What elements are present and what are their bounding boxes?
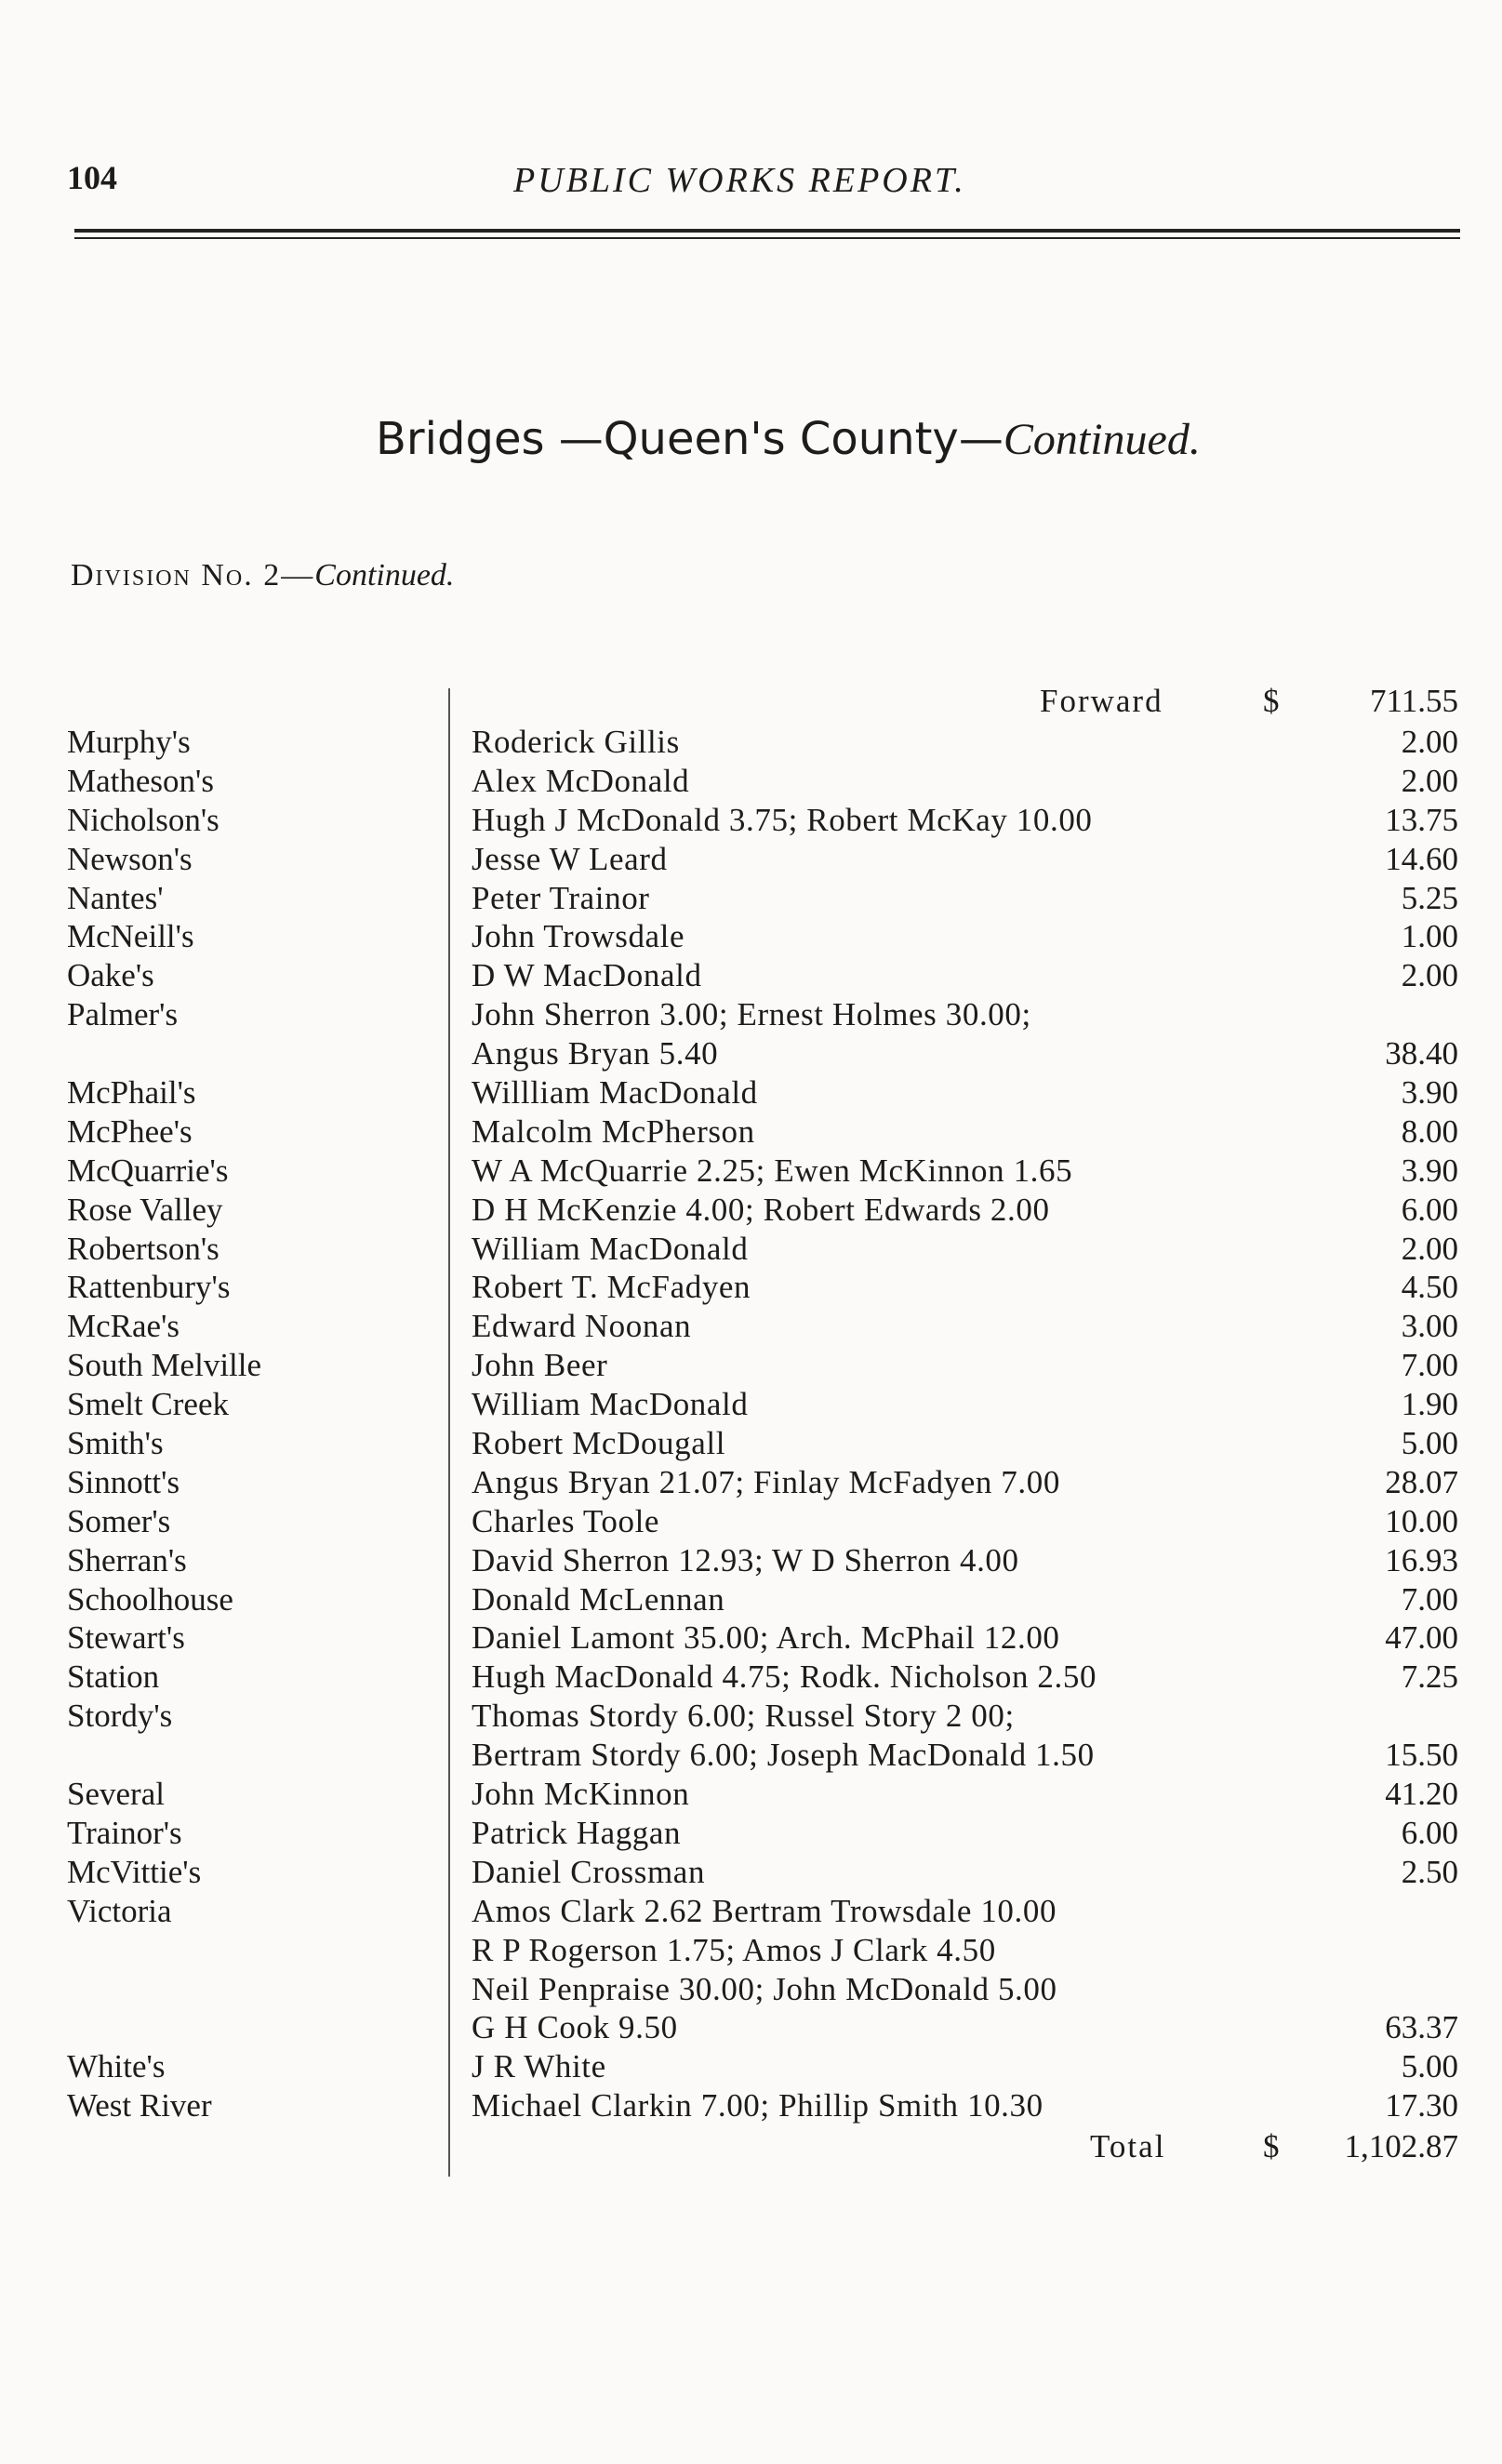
amount-cell: 7.00 bbox=[1401, 1347, 1458, 1384]
table-row bbox=[0, 1697, 1502, 1736]
location-cell: Schoolhouse bbox=[67, 1580, 233, 1618]
location-cell: Newson's bbox=[67, 840, 193, 877]
names-cell: Jesse W Leard bbox=[472, 840, 668, 877]
table-row bbox=[0, 1541, 1502, 1580]
names-cell: John Trowsdale bbox=[472, 918, 685, 955]
names-cell: Roderick Gillis bbox=[472, 724, 680, 760]
ledger-rows bbox=[0, 723, 1502, 2125]
division-label: Division No. bbox=[71, 558, 254, 593]
section-title-continued: Continued. bbox=[1003, 415, 1201, 464]
location-cell: Somer's bbox=[67, 1502, 171, 1539]
amount-cell: 8.00 bbox=[1401, 1112, 1458, 1150]
names-cell: William MacDonald bbox=[472, 1230, 749, 1267]
table-row bbox=[0, 1658, 1502, 1697]
names-cell: Malcolm McPherson bbox=[472, 1112, 755, 1150]
amount-cell: 2.00 bbox=[1401, 957, 1458, 994]
location-cell: Rattenbury's bbox=[67, 1269, 231, 1306]
names-cell: John Beer bbox=[472, 1347, 608, 1384]
location-cell: McQuarrie's bbox=[67, 1152, 229, 1189]
names-cell: Donald McLennan bbox=[472, 1580, 725, 1618]
amount-cell: 16.93 bbox=[1385, 1541, 1458, 1578]
names-cell: Daniel Crossman bbox=[472, 1853, 706, 1890]
table-row bbox=[0, 956, 1502, 995]
running-head: PUBLIC WORKS REPORT. bbox=[513, 161, 966, 200]
table-row bbox=[0, 1775, 1502, 1814]
total-label: Total bbox=[1090, 2128, 1166, 2164]
location-cell: Victoria bbox=[67, 1892, 172, 1929]
amount-cell: 5.25 bbox=[1401, 879, 1458, 916]
names-cell: John McKinnon bbox=[472, 1776, 690, 1813]
location-cell: Nantes' bbox=[67, 879, 164, 916]
location-cell: Matheson's bbox=[67, 762, 214, 799]
amount-cell: 63.37 bbox=[1385, 2009, 1458, 2046]
amount-cell: 1.00 bbox=[1401, 918, 1458, 955]
division-continued: Continued. bbox=[314, 558, 455, 593]
table-row bbox=[0, 1618, 1502, 1658]
table-row bbox=[0, 2086, 1502, 2125]
amount-cell: 5.00 bbox=[1401, 2048, 1458, 2085]
header-rule bbox=[74, 229, 1460, 233]
amount-cell: 6.00 bbox=[1401, 1814, 1458, 1851]
amount-cell: 2.00 bbox=[1401, 1230, 1458, 1267]
table-row bbox=[0, 995, 1502, 1034]
location-cell: Oake's bbox=[67, 957, 154, 994]
amount-cell: 41.20 bbox=[1385, 1776, 1458, 1813]
amount-cell: 28.07 bbox=[1385, 1463, 1458, 1500]
names-cell: Daniel Lamont 35.00; Arch. McPhail 12.00 bbox=[472, 1619, 1060, 1657]
amount-cell: 3.90 bbox=[1401, 1152, 1458, 1189]
location-cell: Sinnott's bbox=[67, 1463, 180, 1500]
amount-cell: 3.90 bbox=[1401, 1074, 1458, 1112]
amount-cell: 38.40 bbox=[1385, 1035, 1458, 1072]
table-row bbox=[0, 1346, 1502, 1385]
amount-cell: 7.00 bbox=[1401, 1580, 1458, 1618]
table-row bbox=[0, 1112, 1502, 1152]
location-cell: McPhail's bbox=[67, 1074, 196, 1112]
table-row bbox=[0, 1424, 1502, 1463]
names-cell: Hugh J McDonald 3.75; Robert McKay 10.00 bbox=[472, 801, 1093, 838]
names-cell: Bertram Stordy 6.00; Joseph MacDonald 1.50 bbox=[472, 1737, 1095, 1774]
location-cell: McPhee's bbox=[67, 1112, 193, 1150]
table-row bbox=[0, 1814, 1502, 1853]
amount-cell: 15.50 bbox=[1385, 1737, 1458, 1774]
table-row bbox=[0, 1073, 1502, 1112]
names-cell: Robert McDougall bbox=[472, 1425, 726, 1462]
location-cell: McNeill's bbox=[67, 918, 194, 955]
location-cell: Trainor's bbox=[67, 1814, 182, 1851]
forward-amount: 711.55 bbox=[1370, 683, 1458, 719]
division-heading bbox=[71, 558, 454, 593]
amount-cell: 4.50 bbox=[1401, 1269, 1458, 1306]
table-row bbox=[0, 840, 1502, 879]
table-row bbox=[0, 879, 1502, 918]
amount-cell: 7.25 bbox=[1401, 1658, 1458, 1696]
names-cell: D W MacDonald bbox=[472, 957, 702, 994]
table-row bbox=[0, 1191, 1502, 1230]
page-number: 104 bbox=[67, 159, 117, 196]
total-currency: $ bbox=[1263, 2128, 1280, 2164]
location-cell: West River bbox=[67, 2087, 212, 2124]
names-cell: Alex McDonald bbox=[472, 762, 690, 799]
location-cell: McRae's bbox=[67, 1308, 179, 1345]
forward-label: Forward bbox=[1040, 683, 1163, 719]
amount-cell: 2.00 bbox=[1401, 724, 1458, 760]
location-cell: Several bbox=[67, 1776, 165, 1813]
names-cell: Angus Bryan 21.07; Finlay McFadyen 7.00 bbox=[472, 1463, 1060, 1500]
location-cell: Smith's bbox=[67, 1425, 164, 1462]
table-row bbox=[0, 917, 1502, 956]
location-cell: McVittie's bbox=[67, 1853, 202, 1890]
location-cell: Sherran's bbox=[67, 1541, 187, 1578]
amount-cell: 10.00 bbox=[1385, 1502, 1458, 1539]
names-cell: Charles Toole bbox=[472, 1502, 660, 1539]
names-cell: W A McQuarrie 2.25; Ewen McKinnon 1.65 bbox=[472, 1152, 1073, 1189]
names-cell: William MacDonald bbox=[472, 1386, 749, 1423]
table-row bbox=[0, 1268, 1502, 1307]
header-rule-thin bbox=[74, 237, 1460, 239]
table-row bbox=[0, 1463, 1502, 1502]
table-row bbox=[0, 1152, 1502, 1191]
location-cell: Murphy's bbox=[67, 724, 191, 760]
names-cell: Michael Clarkin 7.00; Phillip Smith 10.30 bbox=[472, 2087, 1043, 2124]
amount-cell: 47.00 bbox=[1385, 1619, 1458, 1657]
amount-cell: 6.00 bbox=[1401, 1191, 1458, 1228]
names-cell: Neil Penpraise 30.00; John McDonald 5.00 bbox=[472, 1970, 1057, 2007]
names-cell: D H McKenzie 4.00; Robert Edwards 2.00 bbox=[472, 1191, 1050, 1228]
amount-cell: 1.90 bbox=[1401, 1386, 1458, 1423]
location-cell: Station bbox=[67, 1658, 160, 1696]
amount-cell: 13.75 bbox=[1385, 801, 1458, 838]
amount-cell: 2.50 bbox=[1401, 1853, 1458, 1890]
location-cell: South Melville bbox=[67, 1347, 262, 1384]
table-row bbox=[0, 1931, 1502, 1970]
table-row bbox=[0, 1307, 1502, 1346]
names-cell: R P Rogerson 1.75; Amos J Clark 4.50 bbox=[472, 1931, 996, 1968]
amount-cell: 2.00 bbox=[1401, 762, 1458, 799]
table-row bbox=[0, 1502, 1502, 1541]
names-cell: Hugh MacDonald 4.75; Rodk. Nicholson 2.50 bbox=[472, 1658, 1097, 1696]
names-cell: John Sherron 3.00; Ernest Holmes 30.00; bbox=[472, 996, 1031, 1033]
table-row bbox=[0, 762, 1502, 801]
names-cell: Angus Bryan 5.40 bbox=[472, 1035, 719, 1072]
location-cell: Rose Valley bbox=[67, 1191, 223, 1228]
names-cell: G H Cook 9.50 bbox=[472, 2009, 678, 2046]
location-cell: Robertson's bbox=[67, 1230, 219, 1267]
table-row bbox=[0, 1230, 1502, 1269]
total-amount: 1,102.87 bbox=[1344, 2128, 1458, 2164]
table-row bbox=[0, 1736, 1502, 1775]
names-cell: Willliam MacDonald bbox=[472, 1074, 758, 1112]
names-cell: Thomas Stordy 6.00; Russel Story 2 00; bbox=[472, 1698, 1015, 1735]
amount-cell: 17.30 bbox=[1385, 2087, 1458, 2124]
section-title-main: Bridges —Queen's County— bbox=[376, 413, 1004, 465]
names-cell: Amos Clark 2.62 Bertram Trowsdale 10.00 bbox=[472, 1892, 1057, 1929]
names-cell: Peter Trainor bbox=[472, 879, 650, 916]
names-cell: Robert T. McFadyen bbox=[472, 1269, 751, 1306]
table-row bbox=[0, 1853, 1502, 1892]
forward-currency: $ bbox=[1263, 683, 1280, 719]
location-cell: Nicholson's bbox=[67, 801, 219, 838]
table-row bbox=[0, 2008, 1502, 2047]
table-row bbox=[0, 1580, 1502, 1619]
table-row bbox=[0, 723, 1502, 762]
amount-cell: 5.00 bbox=[1401, 1425, 1458, 1462]
location-cell: Stordy's bbox=[67, 1698, 173, 1735]
table-row bbox=[0, 801, 1502, 840]
names-cell: David Sherron 12.93; W D Sherron 4.00 bbox=[472, 1541, 1019, 1578]
names-cell: J R White bbox=[472, 2048, 606, 2085]
names-cell: Patrick Haggan bbox=[472, 1814, 682, 1851]
names-cell: Edward Noonan bbox=[472, 1308, 692, 1345]
table-row bbox=[0, 1892, 1502, 1931]
section-title bbox=[376, 413, 1201, 465]
table-row bbox=[0, 1970, 1502, 2009]
amount-cell: 14.60 bbox=[1385, 840, 1458, 877]
location-cell: Smelt Creek bbox=[67, 1386, 229, 1423]
division-number: 2— bbox=[263, 558, 315, 593]
table-row bbox=[0, 1034, 1502, 1073]
location-cell: White's bbox=[67, 2048, 166, 2085]
location-cell: Palmer's bbox=[67, 996, 179, 1033]
amount-cell: 3.00 bbox=[1401, 1308, 1458, 1345]
table-row bbox=[0, 1385, 1502, 1424]
table-row bbox=[0, 2047, 1502, 2086]
location-cell: Stewart's bbox=[67, 1619, 185, 1657]
